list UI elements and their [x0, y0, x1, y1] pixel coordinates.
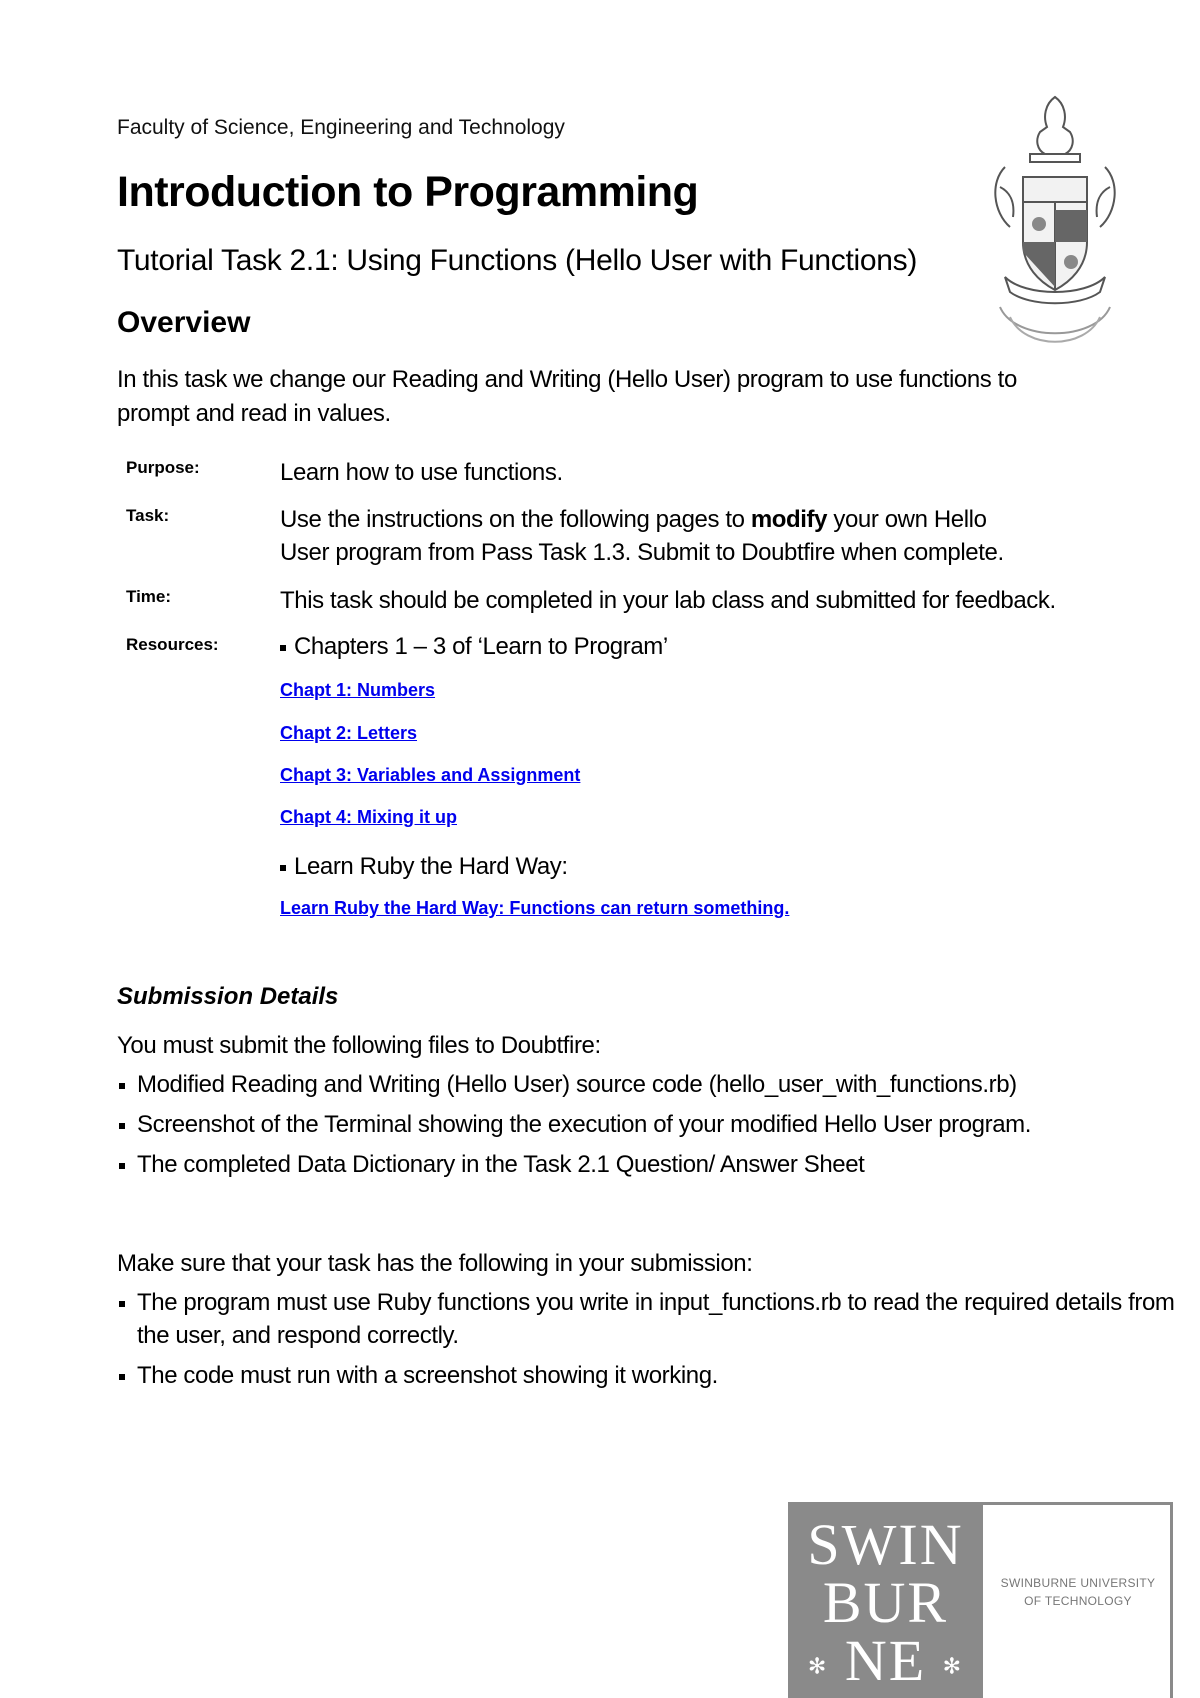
- logo-line-1: SWIN: [807, 1512, 964, 1577]
- list-item: Modified Reading and Writing (Hello User) source code (hello_user_with_functions.rb): [117, 1068, 1187, 1101]
- link-chapt-1[interactable]: Chapt 1: Numbers: [280, 680, 436, 700]
- submission-checklist: [117, 1286, 1187, 1399]
- faculty-name: Faculty of Science, Engineering and Technology: [117, 116, 565, 139]
- overview-text: In this task we change our Reading and Writing (Hello User) program to use functions to prompt and read in values.: [117, 366, 1017, 427]
- time-value: This task should be completed in your lab class and submitted for feedback.: [280, 587, 1056, 614]
- link-chapt-2[interactable]: Chapt 2: Letters: [280, 723, 418, 743]
- bullet-icon: [280, 645, 286, 651]
- link-chapt-3[interactable]: Chapt 3: Variables and Assignment: [280, 765, 581, 785]
- checklist-intro: Make sure that your task has the following in your submission:: [117, 1250, 753, 1277]
- link-chapt-4[interactable]: Chapt 4: Mixing it up: [280, 807, 457, 827]
- list-item: The program must use Ruby functions you write in input_functions.rb to read the required details from the user, and respond correctly.: [117, 1286, 1187, 1352]
- submission-files-list: [117, 1068, 1187, 1188]
- university-name-line-1: SWINBURNE UNIVERSITY: [1000, 1576, 1156, 1590]
- submission-heading: Submission Details: [117, 983, 339, 1010]
- task-subtitle: Tutorial Task 2.1: Using Functions (Hello User with Functions): [117, 244, 918, 277]
- task-text-bold: modify: [750, 506, 828, 533]
- task-label: Task:: [126, 506, 170, 525]
- resources-label: Resources:: [126, 635, 219, 654]
- resources-bullet-1: [280, 633, 668, 661]
- university-crest-icon: [985, 92, 1125, 357]
- flower-icon: ✻: [807, 1653, 829, 1679]
- list-item: Screenshot of the Terminal showing the execution of your modified Hello User program.: [117, 1108, 1187, 1141]
- bullet-icon: [280, 865, 286, 871]
- university-name-box: [983, 1502, 1173, 1698]
- purpose-value: Learn how to use functions.: [280, 459, 563, 486]
- link-lrthw[interactable]: Learn Ruby the Hard Way: Functions can return something.: [280, 898, 790, 918]
- list-item: The code must run with a screenshot showing it working.: [117, 1359, 1187, 1392]
- task-text-pre: Use the instructions on the following pages to: [280, 506, 751, 533]
- resources-bullet-1-text: Chapters 1 – 3 of ‘Learn to Program’: [294, 633, 668, 660]
- logo-line-3-text: NE: [844, 1628, 927, 1693]
- resources-bullet-2-text: Learn Ruby the Hard Way:: [294, 853, 568, 880]
- swinburne-logo: [788, 1502, 983, 1698]
- page-title: Introduction to Programming: [117, 168, 699, 216]
- logo-line-2: BUR: [822, 1570, 949, 1635]
- list-item: The completed Data Dictionary in the Task 2.1 Question/ Answer Sheet: [117, 1148, 1187, 1181]
- resources-bullet-2: [280, 853, 568, 881]
- submission-intro: You must submit the following files to Doubtfire:: [117, 1032, 601, 1059]
- logo-line-3: [788, 1628, 983, 1696]
- university-name-line-2: OF TECHNOLOGY: [1024, 1594, 1132, 1608]
- overview-heading: Overview: [117, 306, 251, 339]
- flower-icon: ✻: [942, 1653, 964, 1679]
- task-value: [280, 503, 1040, 569]
- purpose-label: Purpose:: [126, 458, 200, 477]
- task-text-post: your own Hello User program from Pass Task 1.3. Submit to Doubtfire when complete.: [280, 506, 1004, 566]
- time-label: Time:: [126, 587, 172, 606]
